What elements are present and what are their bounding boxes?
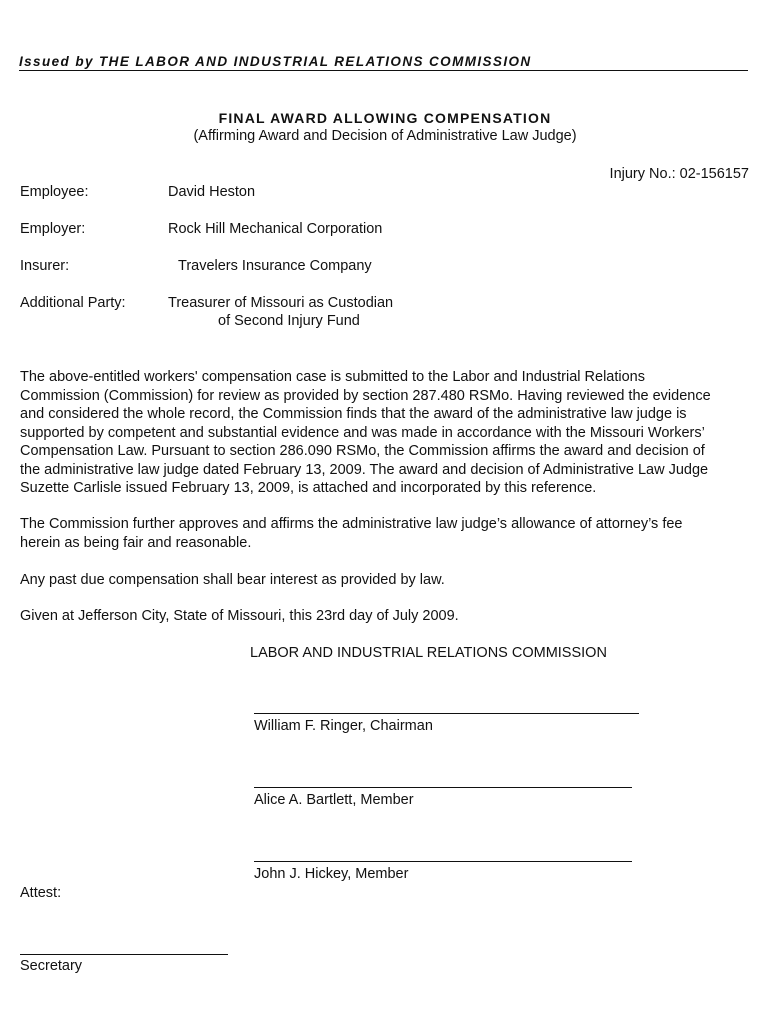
additional-party-label: Additional Party:	[20, 295, 126, 311]
paragraph-attorney-fee	[20, 515, 752, 552]
secretary-label: Secretary	[20, 958, 83, 974]
paragraph-line: Commission (Commission) for review as provided by section 287.480 RSMo. Having reviewed the evidence	[20, 387, 711, 404]
document-subtitle: (Affirming Award and Decision of Administrative Law Judge)	[193, 128, 577, 144]
employee-value: David Heston	[168, 184, 256, 200]
commission-name: LABOR AND INDUSTRIAL RELATIONS COMMISSION	[250, 645, 607, 661]
employer-label: Employer:	[20, 221, 86, 237]
paragraph-line: Compensation Law. Pursuant to section 286.090 RSMo, the Commission affirms the award and decision of	[20, 443, 705, 459]
insurer-label: Insurer:	[20, 258, 70, 274]
signature-line-secretary	[20, 954, 228, 955]
paragraph-interest: Any past due compensation shall bear interest as provided by law.	[20, 572, 445, 588]
insurer-value: Travelers Insurance Company	[178, 258, 372, 274]
signature-line-chairman	[254, 713, 639, 714]
paragraph-line: The above-entitled workers' compensation case is submitted to the Labor and Industrial Relations	[20, 369, 646, 385]
attest-label: Attest:	[20, 885, 62, 901]
signature-line-member-1	[254, 787, 632, 788]
paragraph-line: and considered the whole record, the Commission finds that the award of the administrative law judge is	[20, 406, 687, 422]
signature-line-member-2	[254, 861, 632, 862]
employer-value: Rock Hill Mechanical Corporation	[168, 221, 383, 237]
document-title: FINAL AWARD ALLOWING COMPENSATION	[218, 110, 552, 126]
paragraph-given-at: Given at Jefferson City, State of Missouri, this 23rd day of July 2009.	[20, 608, 459, 624]
paragraph-line: Suzette Carlisle issued February 13, 2009, is attached and incorporated by this reference.	[20, 480, 597, 496]
signatory-member-2: John J. Hickey, Member	[254, 866, 409, 882]
issued-by-header: Issued by THE LABOR AND INDUSTRIAL RELATIONS COMMISSION	[19, 54, 748, 71]
paragraph-line: the administrative law judge dated February 13, 2009. The award and decision of Administrative Law Judge	[20, 461, 709, 478]
injury-number: Injury No.: 02-156157	[609, 166, 749, 182]
signatory-member-1: Alice A. Bartlett, Member	[254, 792, 414, 808]
paragraph-line: The Commission further approves and affirms the administrative law judge’s allowance of attorney’s fee	[20, 516, 683, 532]
employee-label: Employee:	[20, 184, 89, 200]
paragraph-review	[20, 368, 752, 498]
additional-party-value-line2: of Second Injury Fund	[218, 313, 360, 329]
additional-party-value: Treasurer of Missouri as Custodian	[168, 295, 394, 311]
signatory-chairman: William F. Ringer, Chairman	[254, 718, 433, 734]
paragraph-line: supported by competent and substantial evidence and was made in accordance with the Missouri Workers’	[20, 424, 705, 441]
paragraph-line: herein as being fair and reasonable.	[20, 534, 252, 551]
